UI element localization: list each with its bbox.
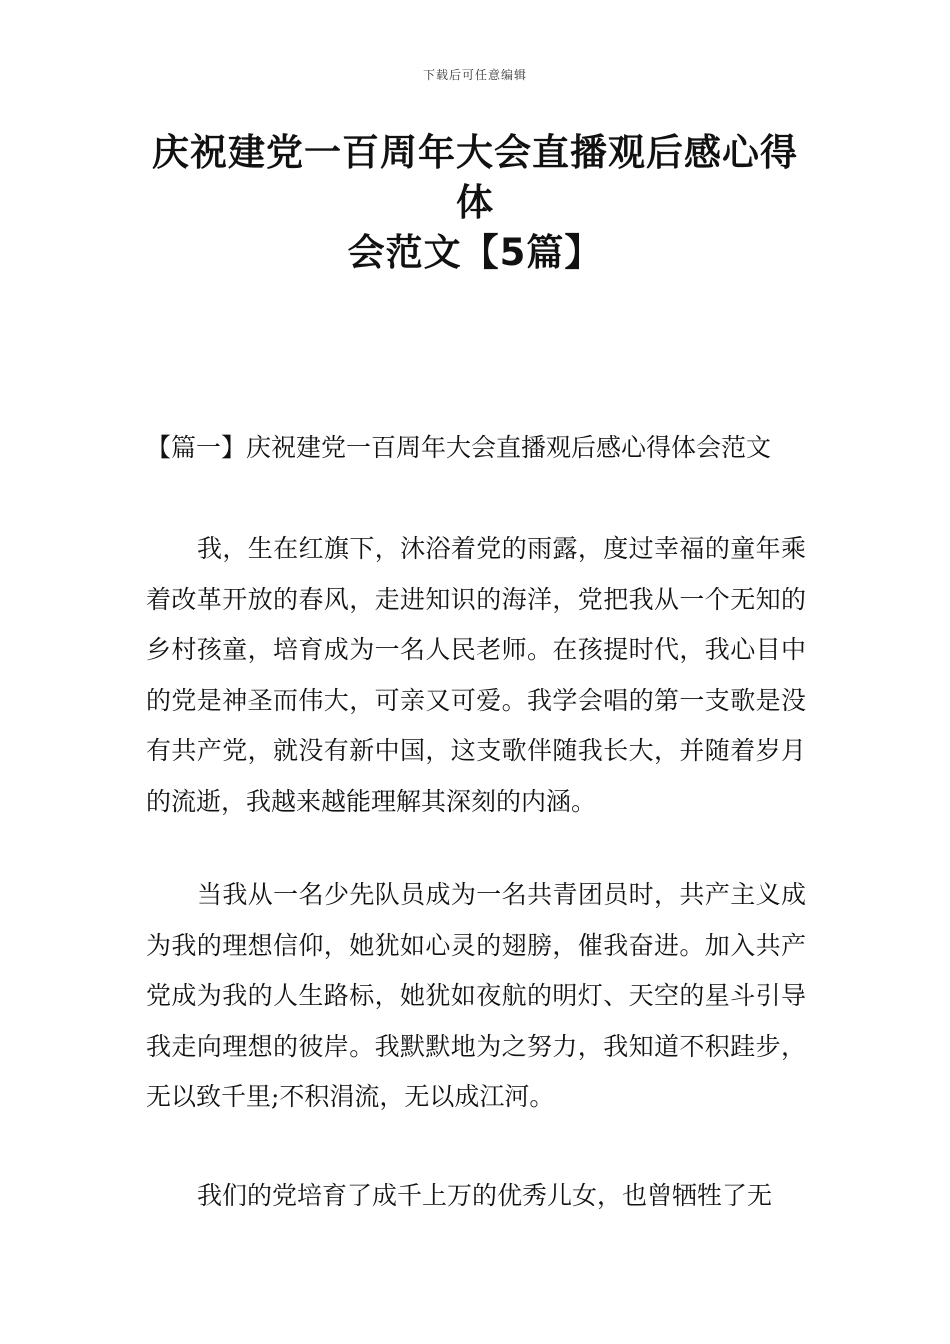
header-note: 下载后可任意编辑 — [422, 68, 527, 82]
body-paragraph: 我们的党培育了成千上万的优秀儿女，也曾牺牲了无 — [197, 1181, 773, 1210]
document-title — [140, 128, 810, 278]
document-title-line-1: 庆祝建党一百周年大会直播观后感心得体 — [152, 131, 798, 224]
body-paragraph: 我，生在红旗下，沐浴着党的雨露，度过幸福的童年乘着改革开放的春风，走进知识的海洋，党把我从一个无知的乡村孩童，培育成为一名人民老师。在孩提时代，我心目中的党是神圣而伟大，可亲又可爱。我学会唱的第一支歌是没有共产党，就没有新中国，这支歌伴随我长大，并随着岁月的流逝，我越来越能理解其深刻的内涵。 — [146, 534, 806, 816]
section-heading: 【篇一】庆祝建党一百周年大会直播观后感心得体会范文 — [146, 433, 772, 462]
body-paragraph: 当我从一名少先队员成为一名共青团员时，共产主义成为我的理想信仰，她犹如心灵的翅膀，催我奋进。加入共产党成为我的人生路标，她犹如夜航的明灯、天空的星斗引导我走向理想的彼岸。我默默地为之努力，我知道不积跬步，无以致千里;不积涓流，无以成江河。 — [146, 880, 806, 1111]
document-title-line-2: 会范文【5篇】 — [347, 231, 603, 274]
